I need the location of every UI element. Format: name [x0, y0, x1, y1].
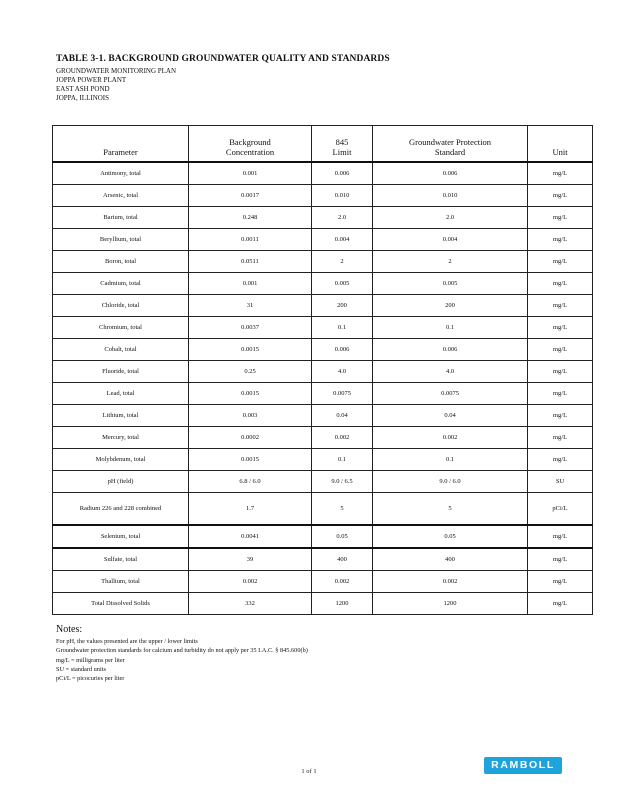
cell-unit: pCi/L: [528, 493, 593, 526]
cell-limit: 0.005: [312, 273, 373, 295]
cell-unit: mg/L: [528, 427, 593, 449]
cell-standard: 400: [373, 548, 528, 571]
cell-background: 0.001: [189, 273, 312, 295]
cell-background: 0.25: [189, 361, 312, 383]
cell-limit: 0.002: [312, 427, 373, 449]
standards-table: [52, 125, 593, 615]
column-header-parameter: Parameter: [53, 126, 189, 163]
table-row: [53, 229, 593, 251]
cell-unit: mg/L: [528, 383, 593, 405]
cell-background: 0.0015: [189, 339, 312, 361]
subtitle-line: GROUNDWATER MONITORING PLAN: [56, 67, 177, 75]
cell-limit: 4.0: [312, 361, 373, 383]
cell-standard: 0.006: [373, 162, 528, 185]
cell-parameter: Thallium, total: [53, 571, 189, 593]
cell-standard: 2.0: [373, 207, 528, 229]
table-row: [53, 295, 593, 317]
cell-standard: 5: [373, 493, 528, 526]
cell-background: 0.0017: [189, 185, 312, 207]
cell-parameter: Chromium, total: [53, 317, 189, 339]
table-title: TABLE 3-1. BACKGROUND GROUNDWATER QUALITY AND STANDARDS: [56, 54, 390, 64]
table-row: [53, 361, 593, 383]
cell-parameter: Total Dissolved Solids: [53, 593, 189, 615]
cell-parameter: Cobalt, total: [53, 339, 189, 361]
column-header-background: Background Concentration: [189, 126, 312, 163]
cell-limit: 0.05: [312, 525, 373, 548]
table-row: [53, 162, 593, 185]
cell-limit: 0.006: [312, 162, 373, 185]
page-number: 1 of 1: [301, 768, 317, 775]
cell-parameter: Radium 226 and 228 combined: [53, 493, 189, 526]
table-row: [53, 471, 593, 493]
cell-standard: 0.004: [373, 229, 528, 251]
cell-unit: mg/L: [528, 361, 593, 383]
cell-standard: 0.1: [373, 449, 528, 471]
column-header-unit: Unit: [528, 126, 593, 163]
subtitle-line: EAST ASH POND: [56, 85, 110, 93]
subtitle-line: JOPPA POWER PLANT: [56, 76, 127, 84]
note-line: Groundwater protection standards for calcium and turbidity do not apply per 35 I.A.C. § 845.600(b): [56, 647, 308, 655]
table-row: [53, 339, 593, 361]
cell-standard: 4.0: [373, 361, 528, 383]
note-line: For pH, the values presented are the upper / lower limits: [56, 638, 198, 645]
cell-background: 0.003: [189, 405, 312, 427]
cell-standard: 0.05: [373, 525, 528, 548]
cell-standard: 200: [373, 295, 528, 317]
cell-limit: 0.1: [312, 317, 373, 339]
cell-parameter: Boron, total: [53, 251, 189, 273]
table-row: [53, 185, 593, 207]
cell-background: 332: [189, 593, 312, 615]
cell-standard: 0.005: [373, 273, 528, 295]
cell-background: 0.248: [189, 207, 312, 229]
cell-standard: 0.002: [373, 571, 528, 593]
table-row: [53, 251, 593, 273]
cell-parameter: Antimony, total: [53, 162, 189, 185]
cell-standard: 2: [373, 251, 528, 273]
cell-unit: mg/L: [528, 273, 593, 295]
table-body: [53, 162, 593, 615]
cell-unit: mg/L: [528, 525, 593, 548]
cell-unit: mg/L: [528, 229, 593, 251]
cell-limit: 2: [312, 251, 373, 273]
cell-limit: 0.006: [312, 339, 373, 361]
cell-unit: mg/L: [528, 449, 593, 471]
cell-unit: mg/L: [528, 339, 593, 361]
cell-limit: 400: [312, 548, 373, 571]
cell-standard: 1200: [373, 593, 528, 615]
cell-parameter: Barium, total: [53, 207, 189, 229]
cell-background: 0.0015: [189, 383, 312, 405]
cell-limit: 0.1: [312, 449, 373, 471]
cell-background: 31: [189, 295, 312, 317]
note-line: SU = standard units: [56, 665, 106, 673]
subtitle-line: JOPPA, ILLINOIS: [56, 94, 110, 102]
cell-background: 6.8 / 6.0: [189, 471, 312, 493]
cell-limit: 5: [312, 493, 373, 526]
cell-parameter: Selenium, total: [53, 525, 189, 548]
cell-unit: mg/L: [528, 405, 593, 427]
cell-limit: 200: [312, 295, 373, 317]
cell-limit: 2.0: [312, 207, 373, 229]
cell-standard: 9.0 / 6.0: [373, 471, 528, 493]
cell-parameter: Lead, total: [53, 383, 189, 405]
table-row: [53, 525, 593, 548]
table-row: [53, 383, 593, 405]
cell-background: 0.0041: [189, 525, 312, 548]
cell-unit: mg/L: [528, 185, 593, 207]
cell-standard: 0.010: [373, 185, 528, 207]
cell-background: 0.0037: [189, 317, 312, 339]
cell-parameter: Lithium, total: [53, 405, 189, 427]
cell-standard: 0.002: [373, 427, 528, 449]
cell-limit: 0.04: [312, 405, 373, 427]
cell-background: 39: [189, 548, 312, 571]
table-row: [53, 493, 593, 526]
cell-unit: mg/L: [528, 571, 593, 593]
cell-background: 0.0011: [189, 229, 312, 251]
cell-limit: 0.010: [312, 185, 373, 207]
table-row: [53, 571, 593, 593]
cell-limit: 0.0075: [312, 383, 373, 405]
cell-parameter: Arsenic, total: [53, 185, 189, 207]
document-header: [56, 54, 390, 103]
cell-parameter: Molybdenum, total: [53, 449, 189, 471]
cell-unit: SU: [528, 471, 593, 493]
cell-unit: mg/L: [528, 317, 593, 339]
cell-parameter: Sulfate, total: [53, 548, 189, 571]
cell-limit: 0.002: [312, 571, 373, 593]
table-row: [53, 207, 593, 229]
cell-background: 0.0511: [189, 251, 312, 273]
table-row: [53, 405, 593, 427]
notes-heading: Notes:: [56, 624, 83, 635]
table-row: [53, 548, 593, 571]
column-header-standard: Groundwater Protection Standard: [373, 126, 528, 163]
cell-parameter: Beryllium, total: [53, 229, 189, 251]
cell-unit: mg/L: [528, 548, 593, 571]
table-row: [53, 593, 593, 615]
table-row: [53, 273, 593, 295]
note-line: pCi/L = picocuries per liter: [56, 675, 125, 683]
cell-parameter: Cadmium, total: [53, 273, 189, 295]
cell-limit: 0.004: [312, 229, 373, 251]
cell-parameter: Mercury, total: [53, 427, 189, 449]
table-row: [53, 427, 593, 449]
table-header-row: [53, 126, 593, 163]
table-row: [53, 449, 593, 471]
cell-background: 0.001: [189, 162, 312, 185]
column-header-limit: 845 Limit: [312, 126, 373, 163]
cell-unit: mg/L: [528, 207, 593, 229]
cell-unit: mg/L: [528, 251, 593, 273]
cell-parameter: Chloride, total: [53, 295, 189, 317]
cell-standard: 0.04: [373, 405, 528, 427]
table-row: [53, 317, 593, 339]
cell-background: 0.0015: [189, 449, 312, 471]
cell-limit: 9.0 / 6.5: [312, 471, 373, 493]
cell-parameter: pH (field): [53, 471, 189, 493]
cell-background: 0.0002: [189, 427, 312, 449]
notes-section: [56, 624, 308, 683]
cell-limit: 1200: [312, 593, 373, 615]
cell-unit: mg/L: [528, 593, 593, 615]
cell-unit: mg/L: [528, 162, 593, 185]
cell-standard: 0.0075: [373, 383, 528, 405]
cell-standard: 0.006: [373, 339, 528, 361]
cell-unit: mg/L: [528, 295, 593, 317]
note-line: mg/L = milligrams per liter: [56, 656, 125, 664]
cell-background: 0.002: [189, 571, 312, 593]
cell-standard: 0.1: [373, 317, 528, 339]
cell-background: 1.7: [189, 493, 312, 526]
ramboll-logo: RAMBOLL: [484, 757, 562, 774]
cell-parameter: Fluoride, total: [53, 361, 189, 383]
